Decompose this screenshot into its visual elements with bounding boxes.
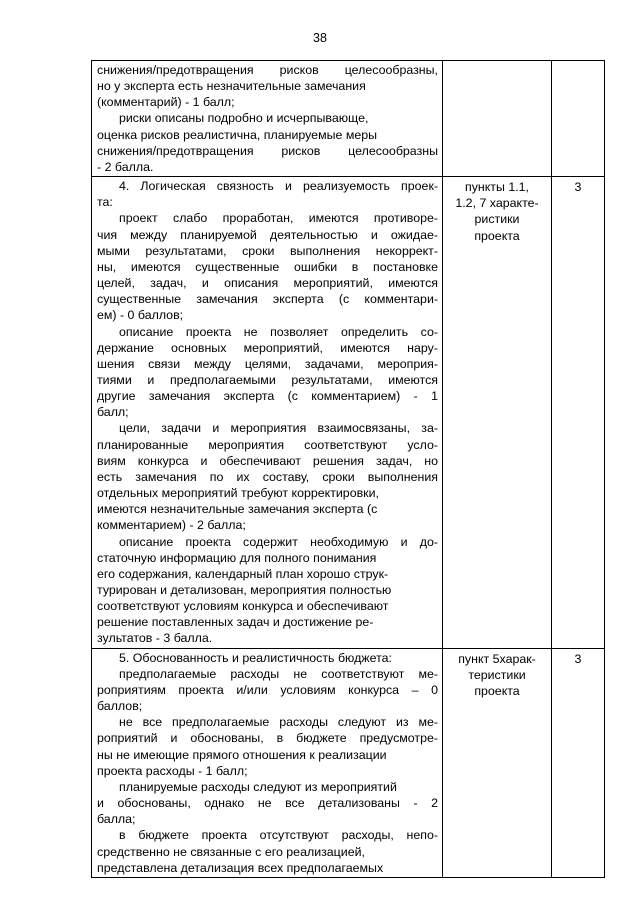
criterion-line: статочную информацию для полного понимания bbox=[97, 550, 377, 565]
criterion-line: тиями и предполагаемыми результатами, имеются bbox=[97, 372, 438, 387]
criterion-line: цели, задачи и мероприятия взаимосвязаны, за- bbox=[119, 421, 438, 436]
criterion-line: риски описаны подробно и исчерпывающе, bbox=[119, 111, 369, 126]
criterion-line: - 2 балла. bbox=[97, 159, 154, 174]
reference-cell bbox=[443, 61, 552, 177]
table-row bbox=[92, 648, 605, 877]
criterion-line: чия между планируемой деятельностью и ожидае- bbox=[97, 227, 438, 242]
criterion-line: соответствуют условиям конкурса и обеспечивают bbox=[97, 599, 389, 614]
criterion-line: ны, имеются существенные ошибки в постановке bbox=[97, 259, 438, 274]
reference-line: теристики bbox=[468, 667, 526, 682]
criterion-line: его содержания, календарный план хорошо струк- bbox=[97, 566, 389, 581]
criterion-line: проекта расходы - 1 балл; bbox=[97, 763, 248, 778]
criterion-line: отдельных мероприятий требуют корректировки, bbox=[97, 486, 379, 501]
reference-line: ристики bbox=[474, 212, 520, 227]
criterion-line: снижения/предотвращения рисков целесообразны bbox=[97, 143, 438, 158]
criterion-line: но у эксперта есть незначительные замечания bbox=[97, 79, 366, 94]
criterion-line: имеются незначительные замечания эксперта (с bbox=[97, 502, 378, 517]
criterion-line: описание проекта не позволяет определить со- bbox=[119, 324, 438, 339]
criterion-line: представлена детализация всех предполагаемых bbox=[97, 860, 384, 875]
max-score-cell bbox=[552, 61, 605, 177]
criterion-line: (комментарий) - 1 балл; bbox=[97, 95, 235, 110]
max-score-value: 3 bbox=[574, 180, 582, 195]
criterion-line: мыми результатами, сроки выполнения некоррект- bbox=[97, 243, 438, 258]
criterion-cell bbox=[92, 177, 443, 649]
table-row bbox=[92, 177, 605, 649]
criterion-line: держание основных мероприятий, имеются нару- bbox=[97, 340, 438, 355]
criterion-cell bbox=[92, 648, 443, 877]
criterion-line: снижения/предотвращения рисков целесообразны, bbox=[97, 63, 438, 77]
criterion-line: шения связи между целями, задачами, мероприя- bbox=[97, 356, 438, 371]
criterion-line: планируемые расходы следуют из мероприятий bbox=[119, 779, 397, 794]
reference-line: 1.2, 7 характе- bbox=[455, 196, 539, 211]
criterion-line: оценка рисков реалистична, планируемые меры bbox=[97, 127, 378, 142]
criterion-line: ем) - 0 баллов; bbox=[97, 308, 184, 323]
criterion-line: роприятиям проекта и/или условиям конкурса – 0 bbox=[97, 682, 438, 697]
criterion-line: 4. Логическая связность и реализуемость проек- bbox=[119, 179, 438, 194]
criterion-line: проект слабо проработан, имеются противоре- bbox=[119, 211, 438, 226]
criterion-line: зультатов - 3 балла. bbox=[97, 631, 213, 646]
criterion-line: виям конкурса и обеспечивают решения задач, но bbox=[97, 453, 438, 468]
criterion-line: предполагаемые расходы не соответствуют ме- bbox=[119, 666, 438, 681]
max-score-value bbox=[552, 61, 604, 63]
criterion-line: целей, задач, и описания мероприятий, имеются bbox=[97, 276, 438, 291]
reference-line: проекта bbox=[474, 683, 520, 698]
criterion-line: комментарием) - 2 балла; bbox=[97, 518, 246, 533]
criterion-line: решение поставленных задач и достижение ре- bbox=[97, 615, 374, 630]
criteria-table bbox=[91, 60, 605, 878]
reference-line: пункт 5харак- bbox=[458, 651, 536, 666]
table-row bbox=[92, 61, 605, 177]
max-score-value: 3 bbox=[574, 651, 582, 666]
criterion-line: балла; bbox=[97, 812, 136, 827]
criterion-line: средственно не связанные с его реализацией, bbox=[97, 844, 365, 859]
criterion-line: баллов; bbox=[97, 699, 143, 714]
reference-line: пункты 1.1, bbox=[465, 180, 529, 195]
max-score-cell bbox=[552, 177, 605, 649]
criterion-line: та: bbox=[97, 195, 113, 210]
criterion-line: описание проекта содержит необходимую и до- bbox=[119, 534, 438, 549]
criterion-cell bbox=[92, 61, 443, 177]
reference-cell bbox=[443, 177, 552, 649]
criterion-line: другие замечания эксперта (с комментарием) - 1 bbox=[97, 389, 438, 404]
criterion-line: есть замечания по их составу, сроки выполнения bbox=[97, 469, 438, 484]
max-score-cell bbox=[552, 648, 605, 877]
criterion-line: турирован и детализован, мероприятия полностью bbox=[97, 583, 392, 597]
criterion-line: ны не имеющие прямого отношения к реализации bbox=[97, 747, 387, 762]
criterion-line: и обоснованы, однако не все детализованы - 2 bbox=[97, 796, 438, 811]
reference-line: проекта bbox=[474, 228, 520, 243]
criterion-line: не все предполагаемые расходы следуют из ме- bbox=[119, 715, 438, 730]
page-number: 38 bbox=[313, 31, 327, 45]
criterion-line: существенные замечания эксперта (с комментари- bbox=[97, 292, 438, 307]
reference-cell bbox=[443, 648, 552, 877]
criterion-line: 5. Обоснованность и реалистичность бюджета: bbox=[119, 650, 392, 665]
criterion-line: балл; bbox=[97, 405, 129, 420]
criterion-line: роприятий и обоснованы, в бюджете предусмотре- bbox=[97, 731, 438, 746]
criterion-line: планированные мероприятия соответствуют усло- bbox=[97, 437, 438, 452]
criterion-line: в бюджете проекта отсутствуют расходы, непо- bbox=[119, 828, 438, 843]
